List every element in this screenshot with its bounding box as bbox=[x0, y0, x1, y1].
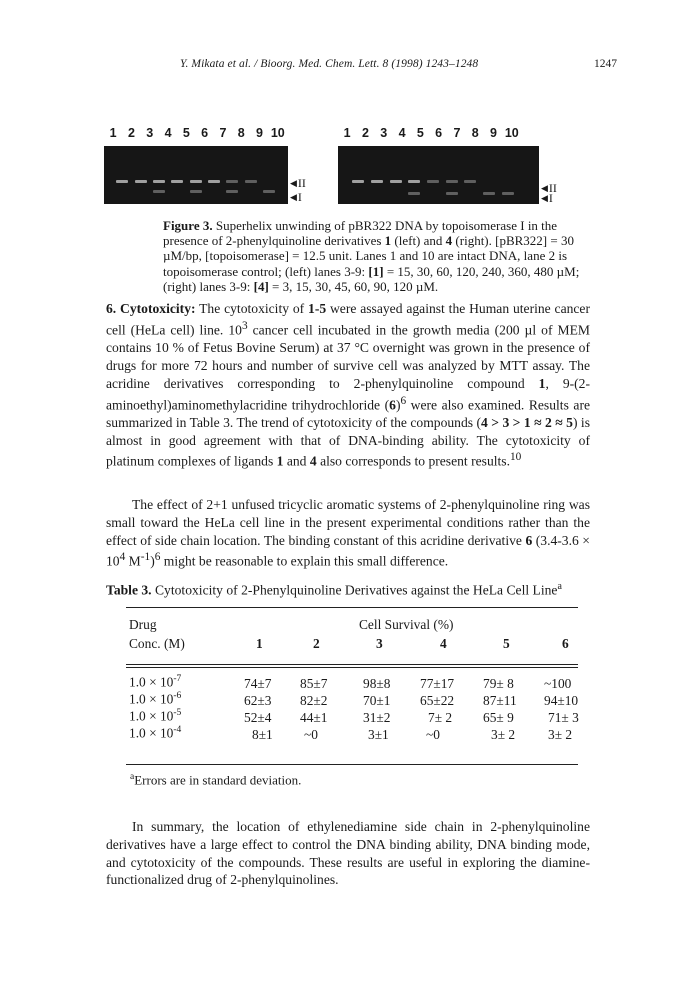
caption-label: Figure 3. bbox=[163, 218, 213, 233]
table-cell: 77±17 bbox=[420, 676, 455, 691]
lane-label: 6 bbox=[201, 126, 209, 140]
text: The cytotoxicity of bbox=[195, 301, 309, 316]
caption-compound: 4 bbox=[445, 233, 453, 249]
paragraph-tricyclic-effect bbox=[106, 496, 590, 571]
footnote-marker: a bbox=[557, 581, 562, 592]
gel-band bbox=[245, 180, 257, 183]
table-rule-header-double bbox=[126, 667, 578, 668]
paragraph-cytotoxicity bbox=[106, 300, 590, 471]
lane-label: 2 bbox=[361, 126, 369, 140]
conc-base: 1.0 × 10 bbox=[129, 691, 174, 707]
table-cell: 94±10 bbox=[544, 693, 579, 708]
marker-II-left bbox=[290, 176, 306, 191]
caption-compound: [4] bbox=[253, 278, 269, 294]
lane-label: 10 bbox=[504, 126, 519, 140]
conc-exp: -6 bbox=[173, 691, 182, 701]
table-cell: ~100 bbox=[544, 676, 572, 691]
lane-label: 5 bbox=[416, 126, 424, 140]
caption-text: Superhelix unwinding of pBR322 DNA by topoisomerase I in the presence of 2-phenylquinoline derivatives bbox=[163, 218, 558, 249]
table-col-header: 4 bbox=[440, 636, 447, 651]
table-cell: 62±3 bbox=[244, 693, 272, 708]
table-col-header: 3 bbox=[376, 636, 383, 651]
table-cell: 85±7 bbox=[300, 676, 328, 691]
table-cell: 71± 3 bbox=[548, 710, 579, 725]
compound-ref: 4 bbox=[309, 453, 317, 469]
table-cell-conc bbox=[129, 708, 181, 724]
arrow-left-icon: ◀ bbox=[541, 193, 548, 203]
lane-label: 5 bbox=[182, 126, 190, 140]
compound-ref: 6 bbox=[525, 532, 533, 548]
marker-I-left bbox=[290, 190, 302, 205]
gel-band bbox=[464, 180, 476, 183]
marker-label: II bbox=[548, 181, 557, 195]
table-cell: 31±2 bbox=[363, 710, 391, 725]
gel-band bbox=[371, 180, 383, 183]
compound-ref: 1-5 bbox=[308, 301, 327, 316]
table-header-drug: Drug bbox=[129, 617, 157, 632]
lane-label: 9 bbox=[490, 126, 497, 140]
conc-exp: -4 bbox=[173, 725, 182, 735]
table-cell: 87±11 bbox=[483, 693, 517, 708]
gel-right bbox=[338, 126, 557, 205]
compound-ref: 1 bbox=[538, 375, 546, 391]
caption-text: (right). [pBR322] = 30 µM/bp, [topoisomerase] = 12.5 unit. Lanes 1 and 10 are intact DNA, lane 2 is topoisomerase control; (left) lanes 3-9: bbox=[163, 233, 574, 279]
marker-label: II bbox=[297, 176, 306, 190]
gel-left bbox=[104, 126, 306, 204]
superscript: 3 bbox=[241, 319, 248, 332]
lane-label: 6 bbox=[435, 126, 443, 140]
lane-label: 3 bbox=[380, 126, 388, 140]
paragraph-summary: In summary, the location of ethylenediamine side chain in 2-phenylquinoline derivatives have a large effect to control the DNA binding ability, DNA binding mode, and cytotoxicity of the compounds. These results are useful in exploring the diamine-functionalized drug of 2-phenylquinolines. bbox=[106, 819, 590, 888]
table-rule-top bbox=[126, 607, 578, 608]
table-cell: 52±4 bbox=[244, 710, 272, 725]
conc-base: 1.0 × 10 bbox=[129, 725, 174, 741]
table-cell: 8±1 bbox=[252, 727, 273, 742]
gel-band bbox=[208, 180, 220, 183]
lane-label: 9 bbox=[256, 126, 263, 140]
lane-label: 4 bbox=[398, 126, 406, 140]
gel-band bbox=[116, 180, 128, 183]
gel-band bbox=[226, 190, 238, 193]
caption-text: = 3, 15, 30, 45, 60, 90, 120 µM. bbox=[268, 278, 439, 294]
arrow-left-icon: ◀ bbox=[290, 178, 297, 188]
table-col-header: 2 bbox=[313, 636, 320, 651]
text: ) is almost in good agreement with that of DNA-binding ability. The cytotoxicity of platinum complexes of ligands bbox=[106, 414, 590, 469]
text: and bbox=[283, 453, 310, 469]
table-cell-conc bbox=[129, 674, 181, 690]
gel-band bbox=[171, 180, 183, 183]
marker-label: I bbox=[297, 190, 302, 204]
text: were also examined. Results are summarized in Table 3. The trend of cytotoxicity of the compounds ( bbox=[106, 397, 590, 430]
conc-exp: -7 bbox=[173, 674, 182, 684]
compound-ref: 4 > 3 > 1 ≈ 2 ≈ 5 bbox=[481, 414, 573, 430]
lane-label: 4 bbox=[164, 126, 172, 140]
gel-band bbox=[226, 180, 238, 183]
text: M bbox=[125, 553, 141, 569]
caption-compound: 1 bbox=[384, 233, 392, 249]
table-col-header: 6 bbox=[562, 636, 569, 651]
superscript: 4 bbox=[119, 551, 126, 564]
caption-text: = 15, 30, 60, 120, 240, 360, 480 µM; (right) lanes 3-9: bbox=[163, 263, 580, 294]
conc-exp: -5 bbox=[173, 708, 182, 718]
table-col-header: 5 bbox=[503, 636, 510, 651]
table-rule-header bbox=[126, 664, 578, 665]
lane-label: 1 bbox=[109, 126, 117, 140]
lane-labels-left bbox=[104, 126, 288, 142]
superscript: -1 bbox=[140, 551, 151, 564]
figure-caption bbox=[163, 218, 583, 294]
table-header-conc: Conc. (M) bbox=[129, 636, 185, 651]
table-cell: 3± 2 bbox=[548, 727, 573, 742]
table-rule-bottom bbox=[126, 764, 578, 765]
lane-label: 10 bbox=[270, 126, 285, 140]
gel-band bbox=[446, 180, 458, 183]
table-cell: ~0 bbox=[304, 727, 318, 742]
lane-label: 8 bbox=[471, 126, 479, 140]
table-cell: ~0 bbox=[426, 727, 440, 742]
table-cell: 7± 2 bbox=[428, 710, 453, 725]
lane-label: 1 bbox=[343, 126, 351, 140]
caption-compound: [1] bbox=[368, 263, 384, 279]
gel-image-right bbox=[338, 146, 539, 204]
gel-band bbox=[483, 192, 495, 195]
table-cell: 3± 2 bbox=[491, 727, 516, 742]
conc-base: 1.0 × 10 bbox=[129, 674, 174, 690]
table-footnote bbox=[130, 772, 301, 788]
text: The effect of 2+1 unfused tricyclic aromatic systems of 2-phenylquinoline ring was small toward the HeLa cell line in the present experimental conditions rather than the effect of side chain location. The binding constant of this acridine derivative bbox=[106, 497, 590, 548]
table-label: Table 3. bbox=[106, 582, 152, 598]
conc-base: 1.0 × 10 bbox=[129, 708, 174, 724]
gel-band bbox=[135, 180, 147, 183]
lane-label: 2 bbox=[127, 126, 135, 140]
text: also corresponds to present results. bbox=[316, 453, 510, 469]
table-cell: 82±2 bbox=[300, 693, 328, 708]
table-cell: 65± 9 bbox=[483, 710, 514, 725]
table-cell: 70±1 bbox=[363, 693, 391, 708]
footnote-text: Errors are in standard deviation. bbox=[134, 772, 302, 788]
lane-label: 7 bbox=[219, 126, 227, 140]
citation: 6 bbox=[400, 394, 407, 407]
gel-band bbox=[190, 190, 202, 193]
gel-band bbox=[390, 180, 402, 183]
arrow-left-icon: ◀ bbox=[290, 192, 297, 202]
table-cell: 98±8 bbox=[363, 676, 391, 691]
table-header-survival: Cell Survival (%) bbox=[359, 617, 454, 632]
arrow-left-icon: ◀ bbox=[541, 183, 548, 193]
text: ) bbox=[395, 397, 401, 413]
marker-I-right bbox=[541, 191, 553, 206]
gel-band bbox=[190, 180, 202, 183]
table-cell: 79± 8 bbox=[483, 676, 514, 691]
text: might be reasonable to explain this small difference. bbox=[160, 553, 449, 569]
table-cell-conc bbox=[129, 725, 181, 741]
running-head: Y. Mikata et al. / Bioorg. Med. Chem. Lett. 8 (1998) 1243–1248 bbox=[180, 58, 479, 70]
text: were assayed against the Human uterine cancer cell (HeLa cell) line. 10 bbox=[106, 301, 590, 338]
caption-text: (left) and bbox=[391, 233, 446, 249]
text: , 9-(2-aminoethyl)aminomethylacridine trihydrochloride ( bbox=[106, 375, 590, 413]
footnote-marker: a bbox=[130, 772, 135, 782]
gel-band bbox=[263, 190, 275, 193]
gel-band bbox=[352, 180, 364, 183]
citation: 6 bbox=[154, 551, 161, 564]
gel-band bbox=[427, 180, 439, 183]
table-cell: 74±7 bbox=[244, 676, 272, 691]
gel-band bbox=[446, 192, 458, 195]
gel-band bbox=[153, 180, 165, 183]
marker-label: I bbox=[548, 191, 553, 205]
lane-label: 8 bbox=[237, 126, 245, 140]
table-cell: 3±1 bbox=[368, 727, 389, 742]
text: (3.4-3.6 × 10 bbox=[106, 532, 590, 569]
gel-image-left bbox=[104, 146, 288, 204]
lane-labels-right bbox=[338, 126, 539, 142]
table-cell-conc bbox=[129, 691, 181, 707]
table-cell: 65±22 bbox=[420, 693, 455, 708]
citation: 10 bbox=[509, 451, 522, 464]
table-title-text: Cytotoxicity of 2-Phenylquinoline Derivatives against the HeLa Cell Line bbox=[151, 582, 558, 598]
gel-band bbox=[502, 192, 514, 195]
lane-label: 7 bbox=[453, 126, 461, 140]
page-number: 1247 bbox=[594, 58, 617, 70]
section-heading: 6. Cytotoxicity: bbox=[106, 301, 196, 316]
gel-band bbox=[408, 192, 420, 195]
compound-ref: 6 bbox=[389, 397, 396, 413]
gel-band bbox=[408, 180, 420, 183]
table-title bbox=[106, 581, 562, 599]
lane-label: 3 bbox=[146, 126, 154, 140]
text: cancer cell incubated in the growth media (200 µl of MEM contains 10 % of Fetus Bovine Serum) at 37 °C overnight was grown in the presence of drugs for more 72 hours and number of survive cell was analyzed by MTT assay. The acridine derivatives corresponding to 2-phenylquinoline compound bbox=[106, 322, 591, 391]
table-col-header: 1 bbox=[256, 636, 263, 651]
gel-band bbox=[153, 190, 165, 193]
compound-ref: 1 bbox=[276, 453, 284, 469]
table-cell: 44±1 bbox=[300, 710, 328, 725]
text: ) bbox=[150, 553, 155, 569]
